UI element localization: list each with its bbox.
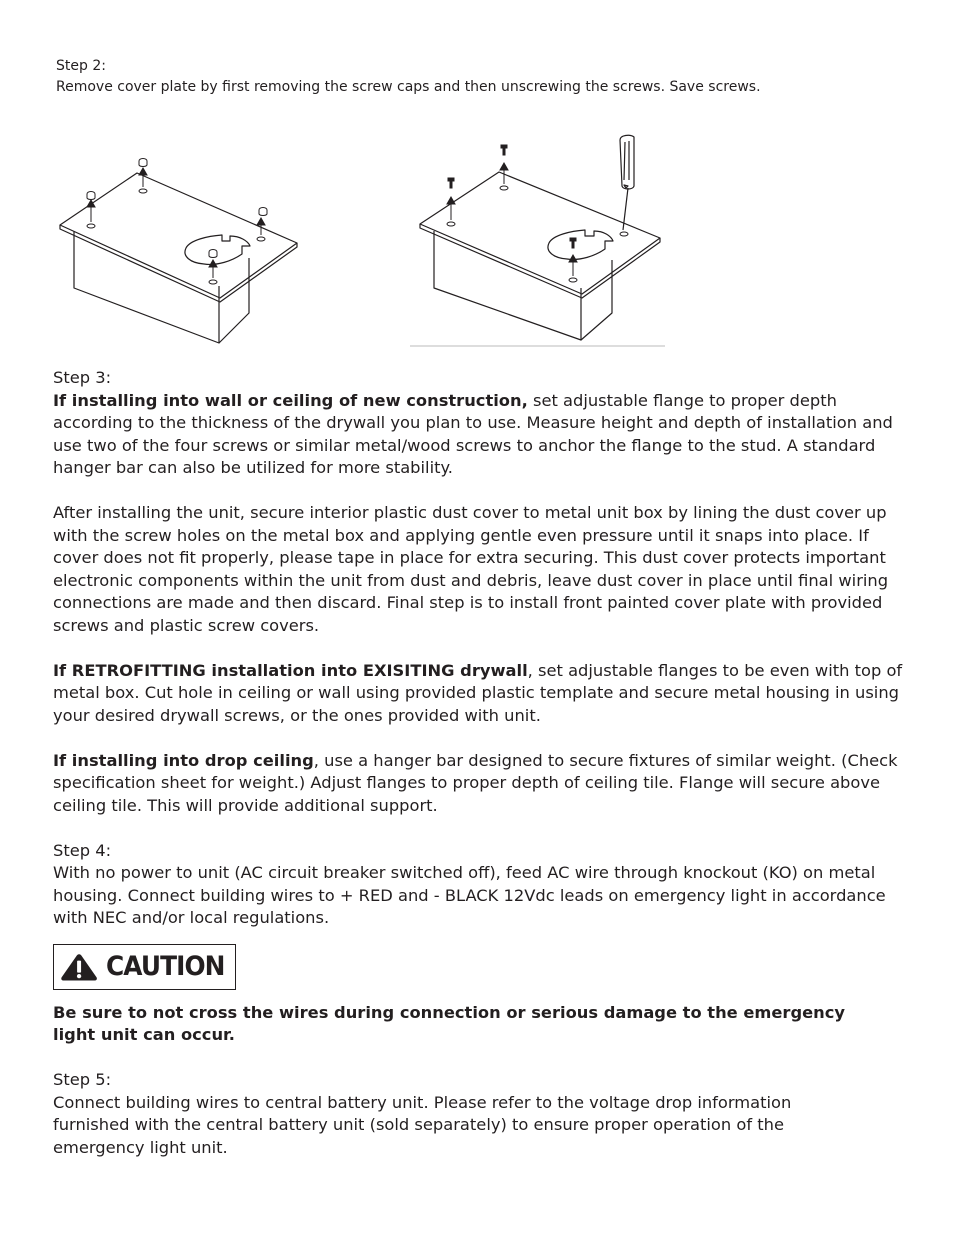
step3-retrofitting (53, 660, 903, 728)
step5-line3: emergency light unit. (53, 1137, 228, 1157)
retrofitting-label: If RETROFITTING installation into EXISITING drywall (53, 660, 528, 680)
new-construction-label: If installing into wall or ceiling of new construction, (53, 390, 528, 410)
caution-warning-bold: Be sure to not cross the wires during connection or serious damage to the emergency light unit can occur. (53, 1002, 846, 1044)
warning-triangle-icon (60, 949, 98, 985)
step4-text: With no power to unit (AC circuit breaker switched off), feed AC wire through knockout (KO) on metal housing. Connect building wires to + RED and - BLACK 12Vdc leads on emergency light in accordance with NEC and/or local regulations. (53, 863, 886, 927)
instructions-body (53, 367, 903, 1159)
caution-box (53, 944, 236, 990)
screw-caps-removal-illustration (52, 128, 302, 348)
step3-heading: Step 3: (53, 368, 112, 387)
drop-ceiling-text: , use a hanger bar designed to secure fixtures of similar weight. (Check specification sheet for weight.) Adjust flanges to proper depth of ceiling tile. Flange will secure above ceiling tile. This will provide additional support. (53, 750, 898, 815)
step5-line1: Connect building wires to central battery unit. Please refer to the voltage drop information (53, 1092, 792, 1112)
step2-section (56, 56, 916, 98)
step5-line2: furnished with the central battery unit (sold separately) to ensure proper operation of the (53, 1115, 784, 1134)
step3-dust-cover: After installing the unit, secure interior plastic dust cover to metal unit box by lining the dust cover up with the screw holes on the metal box and applying gentle even pressure until it snaps into place. If cover does not fit properly, please tape in place for extra securing. This dust cover protects important electronic components within the unit from dust and debris, leave dust cover in place until final wiring connections are made and then discard. Final step is to install front painted cover plate with provided screws and plastic screw covers. (53, 503, 889, 635)
step2-text: Remove cover plate by first removing the screw caps and then unscrewing the screws. Save screws. (56, 79, 761, 95)
step3-new-construction (53, 390, 903, 480)
new-construction-text: set adjustable flange to proper depth according to the thickness of the drywall you plan to use. Measure height and depth of installation and use two of the four screws or similar metal/wood screws to anchor the flange to the stud. A standard hanger bar can also be utilized for more stability. (53, 390, 893, 477)
screw-removal-screwdriver-illustration (407, 128, 672, 350)
step5-heading: Step 5: (53, 1070, 112, 1089)
step3-drop-ceiling (53, 750, 903, 818)
illustrations (52, 128, 672, 350)
retrofitting-text: , set adjustable flanges to be even with top of metal box. Cut hole in ceiling or wall using provided plastic template and secure metal housing in using your desired drywall screws, or the ones provided with unit. (53, 660, 903, 725)
caution-label: CAUTION (106, 951, 225, 982)
step4-heading: Step 4: (53, 840, 112, 860)
step2-heading: Step 2: (56, 58, 106, 74)
drop-ceiling-label: If installing into drop ceiling (53, 750, 314, 770)
caution-warning-text (53, 1002, 853, 1047)
